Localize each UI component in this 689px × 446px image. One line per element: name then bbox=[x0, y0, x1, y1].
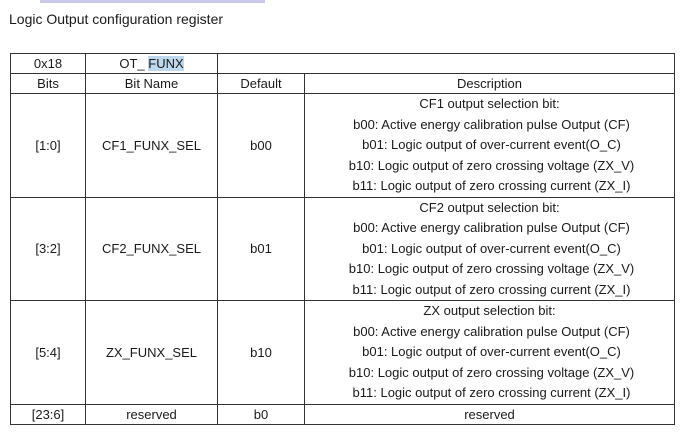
field-default: b01 bbox=[218, 197, 305, 301]
register-table bbox=[10, 53, 675, 425]
description-line: b01: Logic output of over-current event(O_C) bbox=[362, 137, 621, 152]
register-address: 0x18 bbox=[11, 54, 86, 74]
description-line: b00: Active energy calibration pulse Output (CF) bbox=[353, 220, 630, 235]
description-line: b00: Active energy calibration pulse Output (CF) bbox=[353, 323, 630, 339]
field-description bbox=[305, 301, 675, 405]
field-default: b10 bbox=[218, 301, 305, 405]
reserved-name: reserved bbox=[86, 404, 218, 424]
description-line: b01: Logic output of over-current event(O_C) bbox=[362, 344, 621, 359]
reserved-description: reserved bbox=[305, 404, 675, 424]
header-description: Description bbox=[305, 74, 675, 94]
field-row-cf1 bbox=[11, 94, 675, 198]
field-row-zx bbox=[11, 301, 675, 405]
register-name-prefix: OT_ bbox=[119, 56, 149, 71]
field-bits: [3:2] bbox=[11, 197, 86, 301]
header-bits: Bits bbox=[11, 74, 86, 94]
header-bit-name: Bit Name bbox=[86, 74, 218, 94]
register-name bbox=[86, 54, 218, 74]
field-default: b00 bbox=[218, 94, 305, 198]
description-title: CF1 output selection bit: bbox=[419, 96, 560, 111]
reserved-row bbox=[11, 404, 675, 424]
field-name: ZX_FUNX_SEL bbox=[86, 301, 218, 405]
description-line: b11: Logic output of zero crossing current (ZX_I) bbox=[352, 385, 631, 400]
description-line: b10: Logic output of zero crossing voltage (ZX_V) bbox=[348, 157, 635, 173]
description-title: ZX output selection bit: bbox=[423, 303, 556, 318]
register-address-row bbox=[11, 54, 675, 74]
field-description bbox=[305, 197, 675, 301]
reserved-default: b0 bbox=[218, 404, 305, 424]
field-name: CF2_FUNX_SEL bbox=[86, 197, 218, 301]
field-description bbox=[305, 94, 675, 198]
register-address-empty bbox=[218, 54, 675, 74]
top-divider-line bbox=[40, 0, 265, 3]
description-line: b01: Logic output of over-current event(O_C) bbox=[362, 240, 621, 256]
description-line: b11: Logic output of zero crossing current (ZX_I) bbox=[352, 178, 631, 193]
section-title: Logic Output configuration register bbox=[9, 11, 224, 27]
register-name-highlight: FUNX bbox=[148, 56, 184, 71]
field-row-cf2 bbox=[11, 197, 675, 301]
header-row bbox=[11, 74, 675, 94]
reserved-bits: [23:6] bbox=[11, 404, 86, 424]
field-bits: [5:4] bbox=[11, 301, 86, 405]
description-line: b10: Logic output of zero crossing voltage (ZX_V) bbox=[348, 261, 635, 276]
field-bits: [1:0] bbox=[11, 94, 86, 198]
description-line: b10: Logic output of zero crossing voltage (ZX_V) bbox=[348, 364, 635, 380]
description-line: b00: Active energy calibration pulse Output (CF) bbox=[353, 116, 630, 132]
field-name: CF1_FUNX_SEL bbox=[86, 94, 218, 198]
description-line: b11: Logic output of zero crossing current (ZX_I) bbox=[352, 281, 631, 297]
description-title: CF2 output selection bit: bbox=[419, 199, 560, 215]
header-default: Default bbox=[218, 74, 305, 94]
